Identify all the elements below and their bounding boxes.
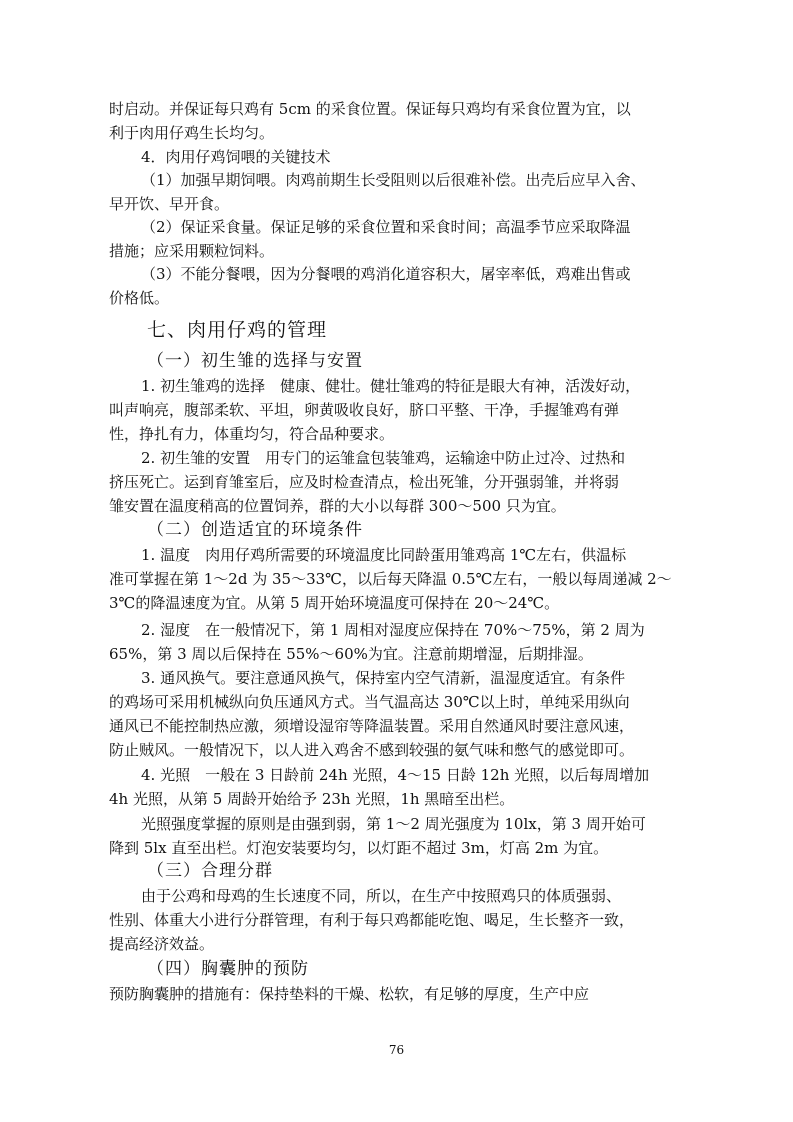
body-text-line: 4. 光照 一般在 3 日龄前 24h 光照，4～15 日龄 12h 光照，以后每周增加 [141,766,650,784]
body-text-line: 1. 温度 肉用仔鸡所需要的环境温度比同龄蛋用雏鸡高 1℃左右，供温标 [141,546,627,564]
body-text-line: 的鸡场可采用机械纵向负压通风方式。当气温高达 30℃以上时，单纯采用纵向 [109,693,630,711]
body-text-line: 3. 通风换气。要注意通风换气，保持室内空气清新，温湿度适宜。有条件 [141,669,626,687]
subsection-heading: （一）初生雏的选择与安置 [147,351,363,371]
body-text-line: 2. 湿度 在一般情况下，第 1 周相对湿度应保持在 70%～75%，第 2 周为 [141,621,645,639]
subsection-heading: （二）创造适宜的环境条件 [147,520,363,540]
body-text-line: 通风已不能控制热应激，须增设湿帘等降温装置。采用自然通风时要注意风速， [109,717,635,735]
body-text-line: 时启动。并保证每只鸡有 5cm 的采食位置。保证每只鸡均有采食位置为宜，以 [109,100,631,118]
body-text-line: 提高经济效益。 [109,935,215,953]
body-text-line: 叫声响亮，腹部柔软、平坦，卵黄吸收良好，脐口平整、干净，手握雏鸡有弹 [109,401,620,419]
body-text-line: 雏安置在温度稍高的位置饲养，群的大小以每群 300～500 只为宜。 [109,497,566,515]
body-text-line: 预防胸囊肿的措施有：保持垫料的干燥、松软，有足够的厚度，生产中应 [109,985,590,1003]
body-text-line: 降到 5lx 直至出栏。灯泡安装要均匀，以灯距不超过 3m，灯高 2m 为宜。 [109,839,609,857]
body-text-line: 早开饮、早开食。 [109,195,230,213]
body-text-line: （1）加强早期饲喂。肉鸡前期生长受阻则以后很难补偿。出壳后应早入舍、 [141,171,646,189]
body-text-line: 4h 光照，从第 5 周龄开始给予 23h 光照，1h 黑暗至出栏。 [109,790,515,808]
body-text-line: 准可掌握在第 1～2d 为 35～33℃，以后每天降温 0.5℃左右，一般以每周递减 2～ [109,570,672,588]
body-text-line: 措施；应采用颗粒饲料。 [109,242,275,260]
section-heading: 七、肉用仔鸡的管理 [147,319,328,341]
body-text-line: 性别、体重大小进行分群管理，有利于每只鸡都能吃饱、喝足，生长整齐一致， [109,911,635,929]
body-text-line: 价格低。 [109,289,170,307]
body-text-line: 1. 初生雏鸡的选择 健康、健壮。健壮雏鸡的特征是眼大有神，活泼好动， [141,377,641,395]
body-text-line: 3℃的降温速度为宜。从第 5 周开始环境温度可保持在 20～24℃。 [109,594,560,612]
subsection-heading: （四）胸囊肿的预防 [147,959,309,979]
body-text-line: 挤压死亡。运到育雏室后，应及时检查清点，检出死雏，分开强弱雏，并将弱 [109,473,620,491]
body-text-line: 光照强度掌握的原则是由强到弱，第 1～2 周光强度为 10lx，第 3 周开始可 [141,815,646,833]
body-text-line: （3）不能分餐喂，因为分餐喂的鸡消化道容积大，屠宰率低，鸡难出售或 [141,265,631,283]
subsection-heading: 4．肉用仔鸡饲喂的关键技术 [141,148,331,166]
body-text-line: 性，挣扎有力，体重均匀，符合品种要求。 [109,425,395,443]
body-text-line: 65%，第 3 周以后保持在 55%～60%为宜。注意前期增湿，后期排湿。 [109,645,593,663]
body-text-line: 由于公鸡和母鸡的生长速度不同，所以，在生产中按照鸡只的体质强弱、 [141,887,622,905]
body-text-line: （2）保证采食量。保证足够的采食位置和采食时间；高温季节应采取降温 [141,218,631,236]
body-text-line: 2. 初生雏的安置 用专门的运雏盒包装雏鸡，运输途中防止过冷、过热和 [141,449,626,467]
body-text-line: 防止贼风。一般情况下，以人进入鸡舍不感到较强的氨气味和憋气的感觉即可。 [109,741,635,759]
page-number: 76 [388,1043,405,1057]
subsection-heading: （三）合理分群 [147,861,273,881]
body-text-line: 利于肉用仔鸡生长均匀。 [109,124,275,142]
